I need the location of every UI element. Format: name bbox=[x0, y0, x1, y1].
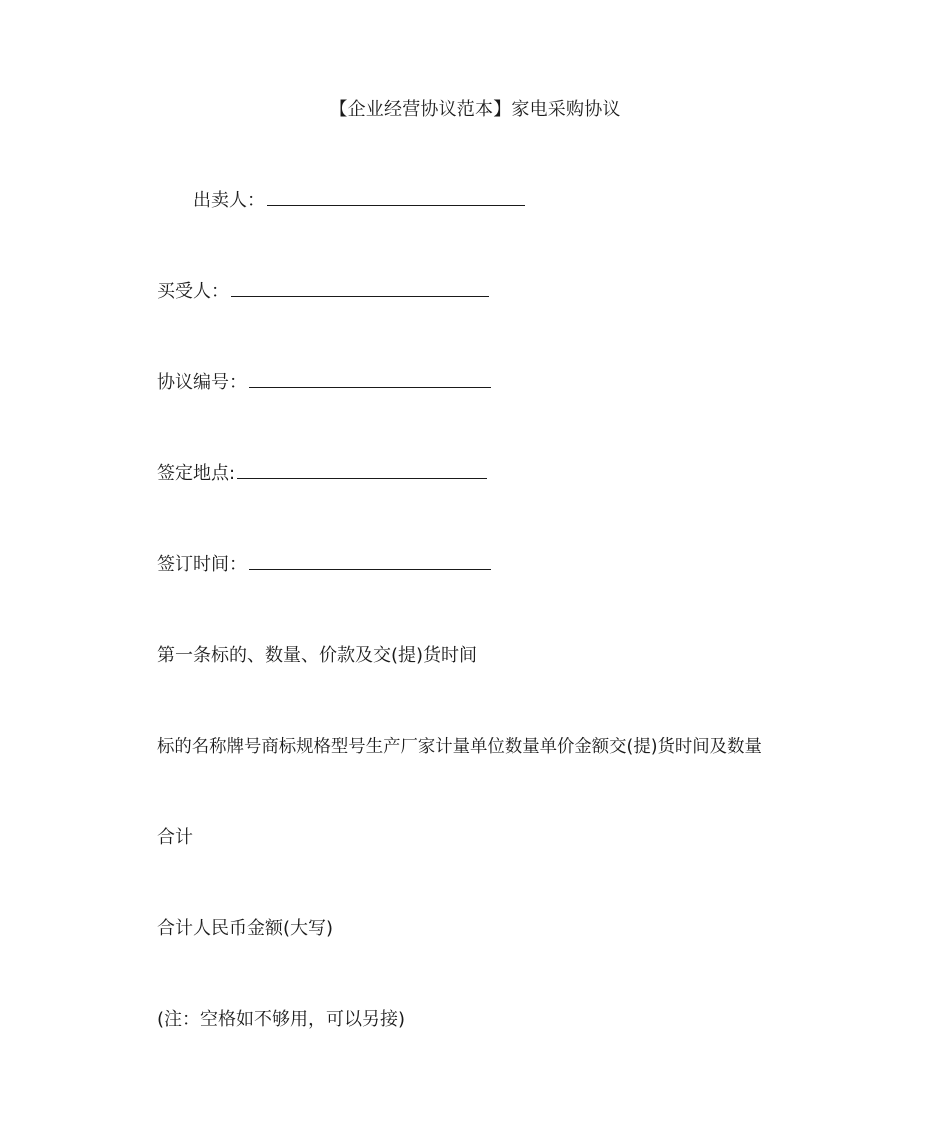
field-seller-label: 出卖人： bbox=[193, 190, 265, 211]
field-seller bbox=[193, 187, 525, 215]
field-signing-place-label: 签定地点: bbox=[157, 463, 236, 484]
total-text: 合计 bbox=[157, 827, 193, 848]
field-signing-time bbox=[157, 551, 491, 579]
field-signing-time-blank bbox=[249, 551, 491, 570]
field-agreement-number-label: 协议编号： bbox=[157, 372, 247, 393]
total-amount-text: 合计人民币金额(大写) bbox=[157, 918, 334, 939]
note-text: (注：空格如不够用，可以另接) bbox=[157, 1009, 406, 1030]
document-title: 【企业经营协议范本】家电采购协议 bbox=[329, 99, 621, 120]
table-columns-text: 标的名称牌号商标规格型号生产厂家计量单位数量单价金额交(提)货时间及数量 bbox=[157, 737, 762, 757]
field-buyer-label: 买受人： bbox=[157, 281, 229, 302]
field-agreement-number-blank bbox=[249, 369, 491, 388]
article-one-heading: 第一条标的、数量、价款及交(提)货时间 bbox=[157, 645, 478, 666]
field-buyer bbox=[157, 278, 489, 306]
field-signing-time-label: 签订时间： bbox=[157, 554, 247, 575]
field-signing-place bbox=[157, 460, 487, 488]
field-signing-place-blank bbox=[237, 460, 487, 479]
field-buyer-blank bbox=[231, 278, 489, 297]
field-agreement-number bbox=[157, 369, 491, 397]
field-seller-blank bbox=[267, 187, 525, 206]
